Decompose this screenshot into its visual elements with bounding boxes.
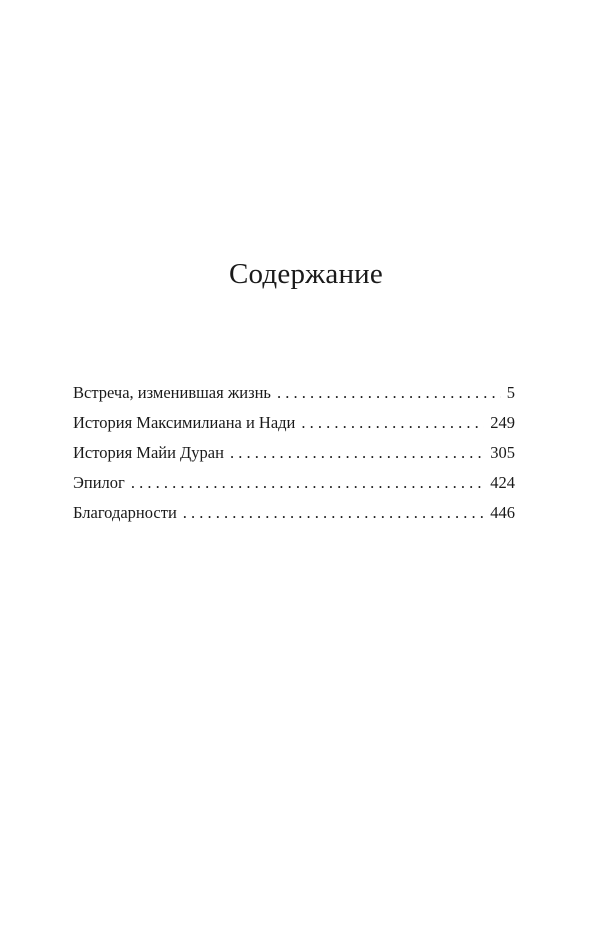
toc-page-number: 446 <box>490 503 515 522</box>
page-title: Содержание <box>229 258 383 290</box>
dot-leader <box>230 438 484 468</box>
toc-entry <box>73 468 515 498</box>
toc-page-number: 305 <box>490 443 515 462</box>
dot-leader <box>301 408 484 438</box>
table-of-contents <box>73 378 515 528</box>
toc-entry-title: История Максимилиана и Нади <box>73 413 296 432</box>
toc-entry-title: Эпилог <box>73 473 125 492</box>
dot-leader <box>131 468 484 498</box>
toc-entry-title: Встреча, изменившая жизнь <box>73 383 271 402</box>
toc-entry <box>73 438 515 468</box>
toc-entry-title: Благодарности <box>73 503 177 522</box>
toc-entry <box>73 408 515 438</box>
toc-page-number: 249 <box>490 413 515 432</box>
dot-leader <box>183 498 484 528</box>
toc-page-number: 424 <box>490 473 515 492</box>
toc-entry <box>73 498 515 528</box>
toc-page-number: 5 <box>506 383 515 402</box>
toc-entry <box>73 378 515 408</box>
toc-entry-title: История Майи Дуран <box>73 443 224 462</box>
dot-leader <box>277 378 501 408</box>
